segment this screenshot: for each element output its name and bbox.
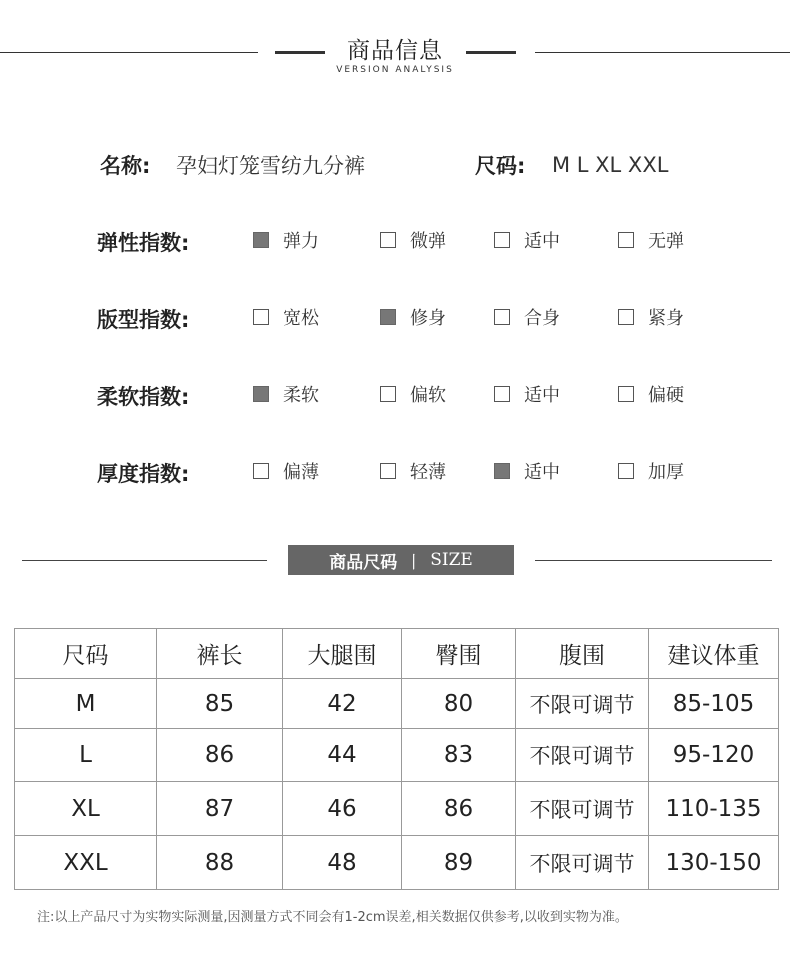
unchecked-box-icon: [494, 309, 510, 325]
index-option: [253, 382, 319, 406]
index-option: [380, 459, 446, 483]
size-header-line-right: [535, 560, 772, 561]
checked-box-icon: [253, 232, 269, 248]
index-option: [253, 305, 319, 329]
size-section-title: 商品尺码: [329, 552, 398, 573]
index-option: [380, 305, 446, 329]
unchecked-box-icon: [380, 463, 396, 479]
index-option-label: 宽松: [283, 308, 319, 329]
table-row: [15, 782, 779, 836]
index-option-label: 修身: [410, 308, 446, 329]
section-title: 商品信息: [347, 38, 443, 64]
index-option: [253, 228, 319, 252]
table-row: [15, 836, 779, 890]
index-option: [494, 305, 560, 329]
size-table: [14, 628, 779, 890]
index-option-label: 适中: [524, 385, 560, 406]
footnote: 注:以上产品尺寸为实物实际测量,因测量方式不同会有1-2cm误差,相关数据仅供参考,以收到实物为准。: [37, 910, 628, 925]
unchecked-box-icon: [618, 309, 634, 325]
index-option-label: 弹力: [283, 231, 319, 252]
size-section-separator: 丨: [405, 552, 423, 573]
unchecked-box-icon: [618, 386, 634, 402]
unchecked-box-icon: [618, 463, 634, 479]
index-option: [494, 459, 560, 483]
index-option-label: 轻薄: [410, 462, 446, 483]
unchecked-box-icon: [618, 232, 634, 248]
unchecked-box-icon: [494, 386, 510, 402]
header-belly: 腹围: [516, 629, 649, 679]
header-size: 尺码: [15, 629, 157, 679]
cell-thigh: 48: [283, 836, 402, 890]
index-option: [618, 382, 684, 406]
cell-belly: 不限可调节: [516, 729, 649, 782]
index-option: [494, 228, 560, 252]
index-option: [380, 228, 446, 252]
cell-hip: 83: [402, 729, 516, 782]
cell-weight: 110-135: [649, 782, 779, 836]
cell-size: XL: [15, 782, 157, 836]
checked-box-icon: [494, 463, 510, 479]
header-length: 裤长: [157, 629, 283, 679]
cell-thigh: 42: [283, 679, 402, 729]
index-option: [253, 459, 319, 483]
product-name-value: 孕妇灯笼雪纺九分裤: [176, 154, 365, 178]
size-header-line-left: [22, 560, 267, 561]
size-table-header-row: [15, 629, 779, 679]
index-label: 柔软指数:: [97, 385, 190, 409]
index-option: [618, 228, 684, 252]
cell-hip: 89: [402, 836, 516, 890]
index-label: 版型指数:: [97, 308, 190, 332]
cell-length: 85: [157, 679, 283, 729]
cell-weight: 130-150: [649, 836, 779, 890]
index-option-label: 适中: [524, 462, 560, 483]
product-size-label: 尺码:: [475, 154, 526, 178]
cell-belly: 不限可调节: [516, 782, 649, 836]
section-subtitle: VERSION ANALYSIS: [336, 65, 454, 75]
cell-belly: 不限可调节: [516, 836, 649, 890]
size-section-banner: [288, 545, 514, 575]
size-section-title-en: SIZE: [430, 550, 473, 570]
cell-thigh: 44: [283, 729, 402, 782]
header-hip: 臀围: [402, 629, 516, 679]
cell-length: 87: [157, 782, 283, 836]
index-option-label: 偏硬: [648, 385, 684, 406]
unchecked-box-icon: [253, 309, 269, 325]
checked-box-icon: [380, 309, 396, 325]
cell-size: M: [15, 679, 157, 729]
index-option: [618, 459, 684, 483]
table-row: [15, 679, 779, 729]
unchecked-box-icon: [253, 463, 269, 479]
header-weight: 建议体重: [649, 629, 779, 679]
cell-length: 88: [157, 836, 283, 890]
cell-length: 86: [157, 729, 283, 782]
cell-belly: 不限可调节: [516, 679, 649, 729]
index-option-label: 无弹: [648, 231, 684, 252]
product-size-value: M L XL XXL: [552, 153, 669, 177]
checked-box-icon: [253, 386, 269, 402]
unchecked-box-icon: [494, 232, 510, 248]
index-option-label: 偏软: [410, 385, 446, 406]
header-thigh: 大腿围: [283, 629, 402, 679]
table-row: [15, 729, 779, 782]
cell-hip: 86: [402, 782, 516, 836]
unchecked-box-icon: [380, 386, 396, 402]
cell-weight: 85-105: [649, 679, 779, 729]
index-option: [494, 382, 560, 406]
index-option: [618, 305, 684, 329]
index-option-label: 偏薄: [283, 462, 319, 483]
cell-hip: 80: [402, 679, 516, 729]
index-option-label: 适中: [524, 231, 560, 252]
index-option: [380, 382, 446, 406]
index-option-label: 合身: [524, 308, 560, 329]
index-option-label: 柔软: [283, 385, 319, 406]
cell-thigh: 46: [283, 782, 402, 836]
cell-size: XXL: [15, 836, 157, 890]
index-option-label: 加厚: [648, 462, 684, 483]
product-name-label: 名称:: [100, 154, 151, 178]
index-option-label: 微弹: [410, 231, 446, 252]
cell-weight: 95-120: [649, 729, 779, 782]
index-label: 弹性指数:: [97, 231, 190, 255]
index-option-label: 紧身: [648, 308, 684, 329]
index-label: 厚度指数:: [97, 462, 190, 486]
cell-size: L: [15, 729, 157, 782]
unchecked-box-icon: [380, 232, 396, 248]
